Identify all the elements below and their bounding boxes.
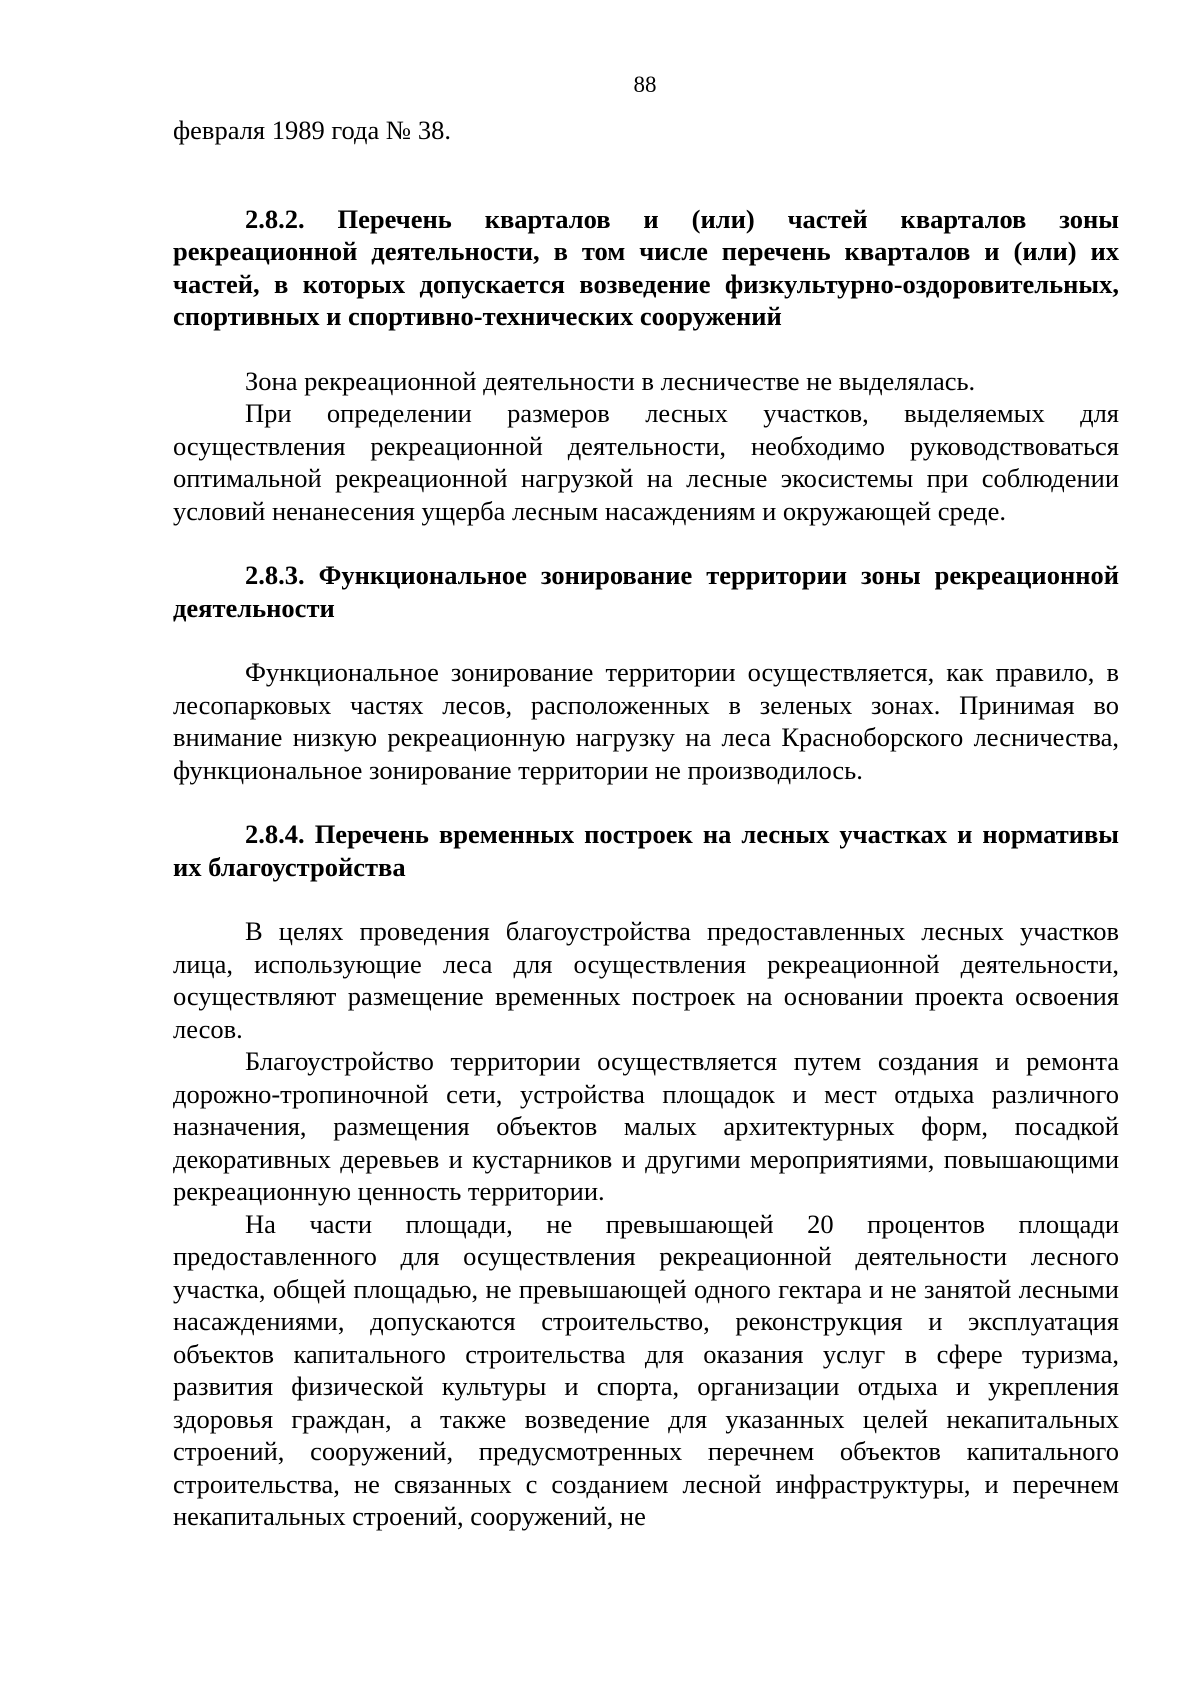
section-heading-2-8-3: 2.8.3. Функциональное зонирование территории зоны рекреационной деятельности <box>173 560 1119 623</box>
paragraph: При определении размеров лесных участков, выделяемых для осуществления рекреационной деятельности, необходимо руководствоваться оптимальной рекреационной нагрузкой на лесные экосистемы при соблюдении условий ненанесения ущерба лесным насаждениям и окружающей среде. <box>173 398 1119 526</box>
paragraph: Благоустройство территории осуществляется путем создания и ремонта дорожно-тропиночной сети, устройства площадок и мест отдыха различного назначения, размещения объектов малых архитектурных форм, посадкой декоративных деревьев и кустарников и другими мероприятиями, повышающими рекреационную ценность территории. <box>173 1046 1119 1206</box>
continuation-text: февраля 1989 года № 38. <box>173 115 451 145</box>
paragraph: На части площади, не превышающей 20 процентов площади предоставленного для осуществления рекреационной деятельности лесного участка, общей площадью, не превышающей одного гектара и не занятой лесными насаждениями, допускаются строительство, реконструкция и эксплуатация объектов капитального строительства для оказания услуг в сфере туризма, развития физической культуры и спорта, организации отдыха и укрепления здоровья граждан, а также возведение для указанных целей некапитальных строений, сооружений, предусмотренных перечнем объектов капитального строительства, не связанных с созданием лесной инфраструктуры, и перечнем некапитальных строений, сооружений, не <box>173 1208 1119 1531</box>
paragraph: Функциональное зонирование территории осуществляется, как правило, в лесопарковых частях лесов, расположенных в зеленых зонах. Принимая во внимание низкую рекреационную нагрузку на леса Красноборского лесничества, функциональное зонирование территории не производилось. <box>173 657 1119 785</box>
paragraph: В целях проведения благоустройства предоставленных лесных участков лица, использующие леса для осуществления рекреационной деятельности, осуществляют размещение временных построек на основании проекта освоения лесов. <box>173 916 1119 1044</box>
section-heading-2-8-2: 2.8.2. Перечень кварталов и (или) частей кварталов зоны рекреационной деятельности, в том числе перечень кварталов и (или) их частей, в которых допускается возведение физкультурно-оздоровительных, спортивных и спортивно-технических сооружений <box>173 203 1119 331</box>
page-number: 88 <box>633 72 657 97</box>
document-body <box>173 114 1119 1533</box>
section-heading-2-8-4: 2.8.4. Перечень временных построек на лесных участках и нормативы их благоустройства <box>173 819 1119 882</box>
paragraph: Зона рекреационной деятельности в лесничестве не выделялась. <box>245 365 976 396</box>
